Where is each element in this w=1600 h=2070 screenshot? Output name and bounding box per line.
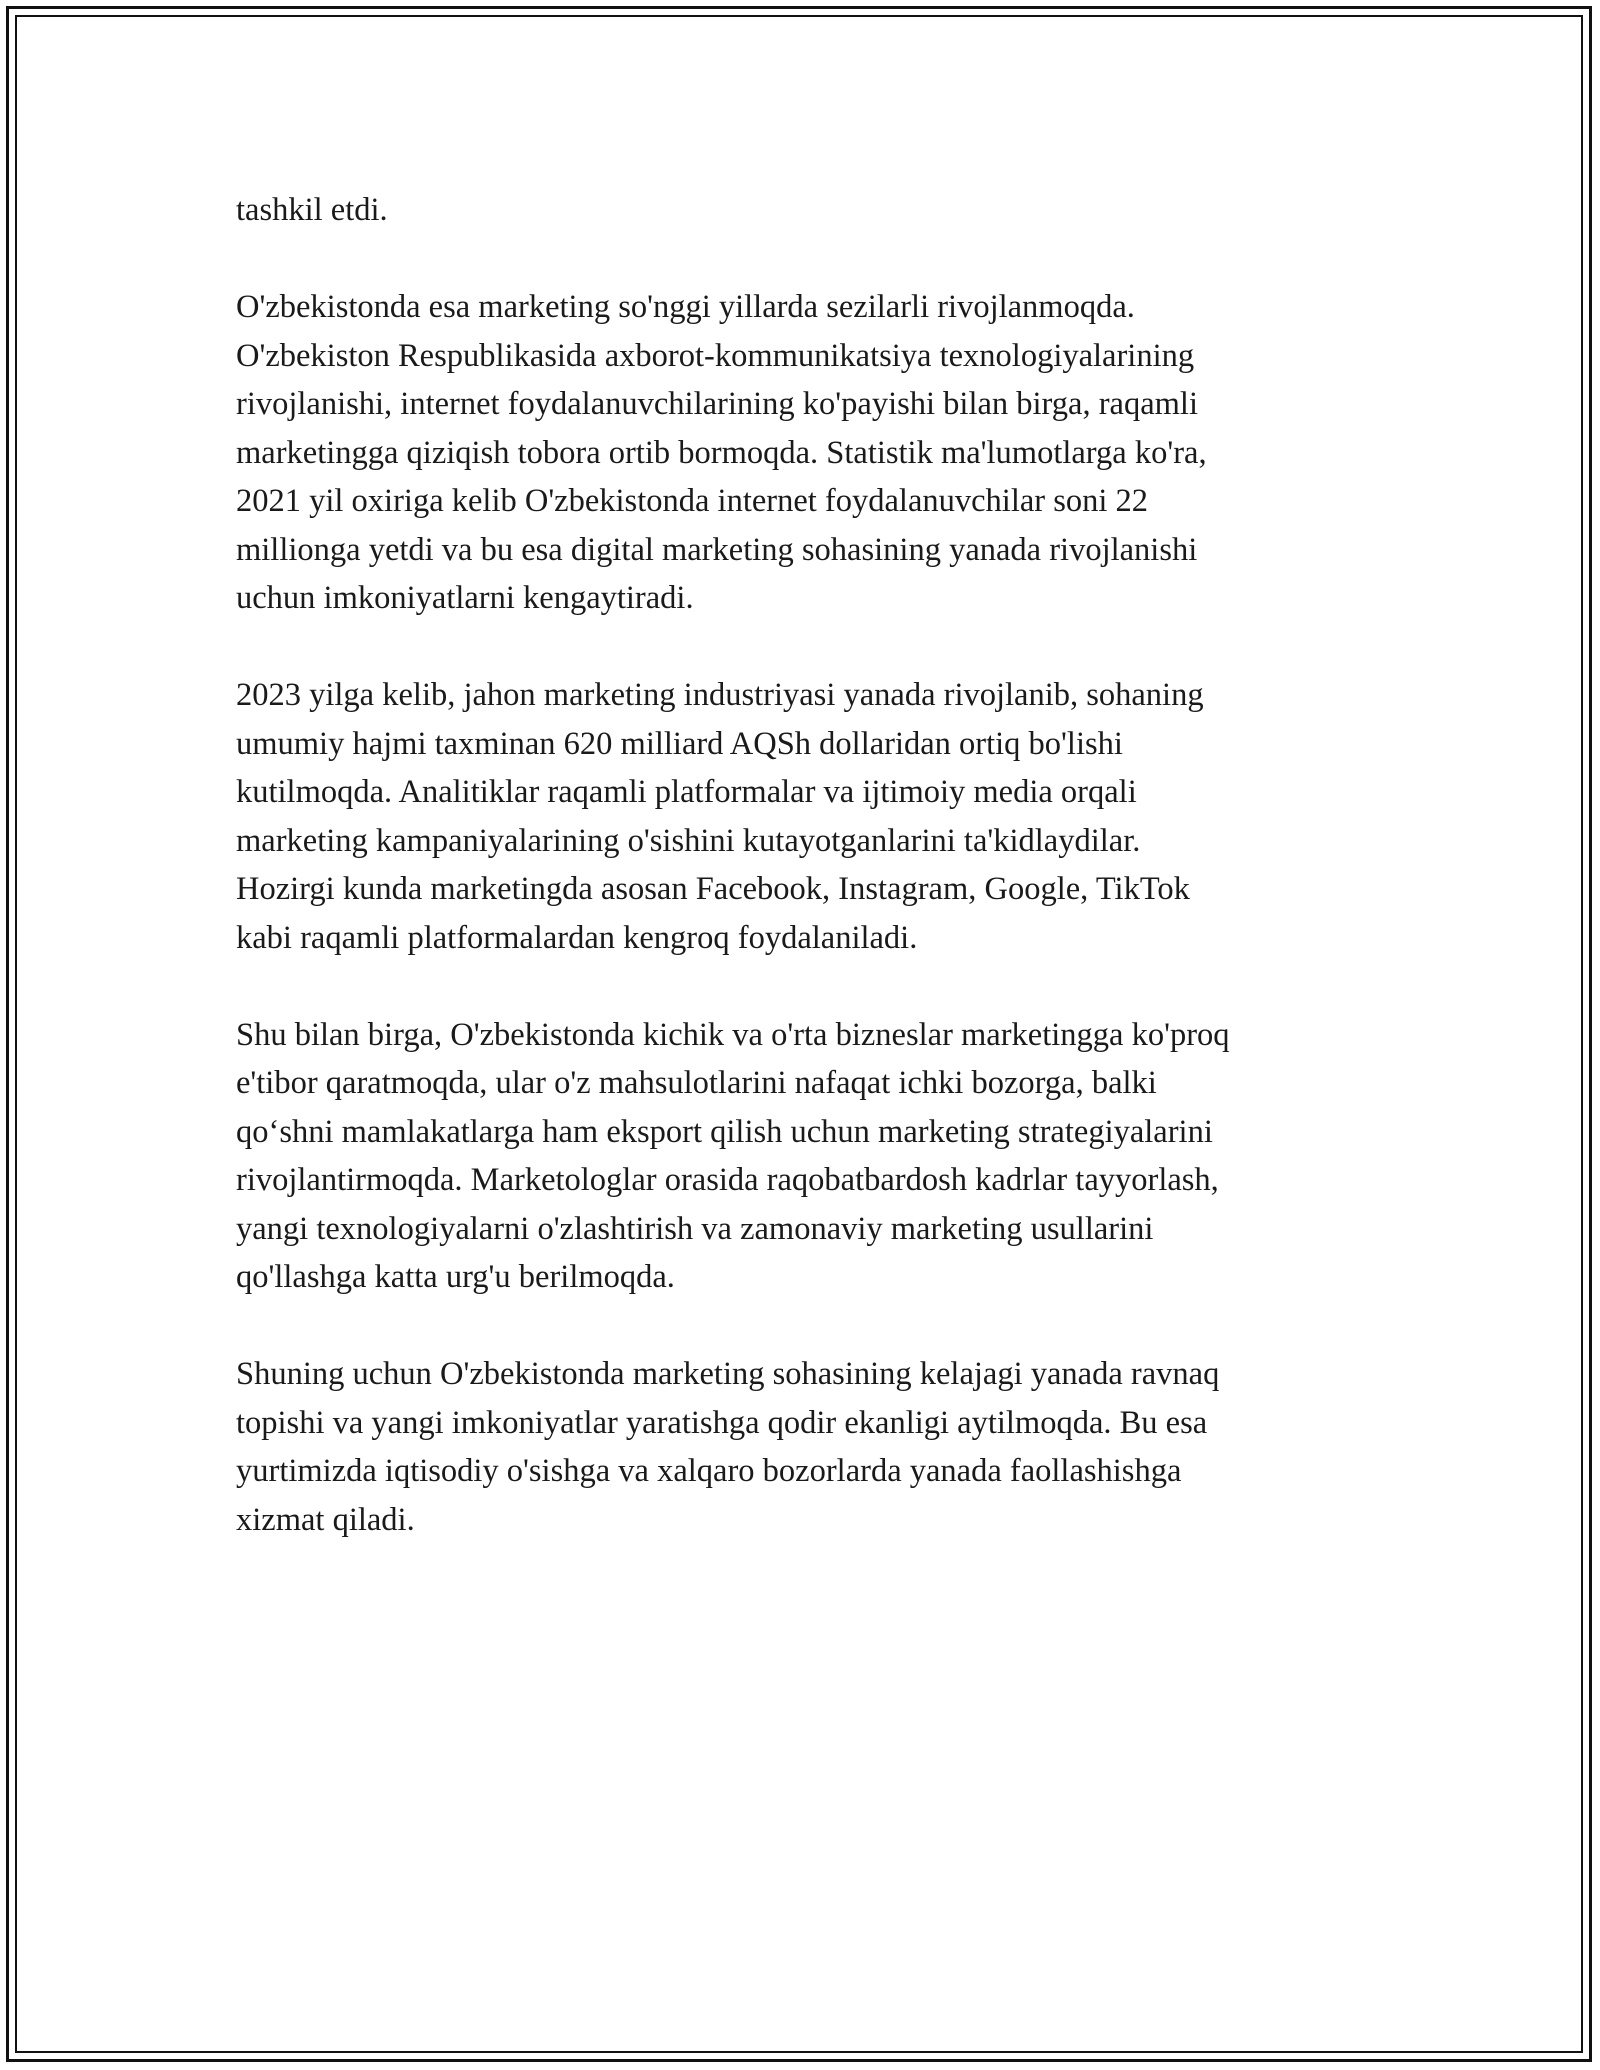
text-line: O'zbekiston Respublikasida axborot-kommunikatsiya texnologiyalarining (236, 337, 1195, 374)
text-line: marketingga qiziqish tobora ortib bormoqda. Statistik ma'lumotlarga ko'ra, (236, 434, 1207, 471)
text-line: uchun imkoniyatlarni kengaytiradi. (236, 580, 694, 616)
text-line: topishi va yangi imkoniyatlar yaratishga qodir ekanligi aytilmoqda. Bu esa (236, 1404, 1208, 1441)
paragraph-1 (236, 186, 1366, 235)
text-line: xizmat qiladi. (236, 1501, 415, 1538)
text-line: e'tibor qaratmoqda, ular o'z mahsulotlarini nafaqat ichki bozorga, balki (236, 1065, 1157, 1101)
text-line: Shuning uchun O'zbekistonda marketing sohasining kelajagi yanada ravnaq (236, 1356, 1220, 1392)
document-body (236, 186, 1366, 1593)
text-line: rivojlantirmoqda. Marketologlar orasida raqobatbardosh kadrlar tayyorlash, (236, 1162, 1219, 1198)
text-line: 2023 yilga kelib, jahon marketing industriyasi yanada rivojlanib, sohaning (236, 677, 1204, 713)
text-line: millionga yetdi va bu esa digital marketing sohasining yanada rivojlanishi (236, 531, 1198, 568)
text-line: 2021 yil oxiriga kelib O'zbekistonda internet foydalanuvchilar soni 22 (236, 483, 1149, 519)
paragraph-3 (236, 671, 1366, 962)
text-line: kabi raqamli platformalardan kengroq foydalaniladi. (236, 919, 918, 956)
text-line: yurtimizda iqtisodiy o'sishga va xalqaro bozorlarda yanada faollashishga (236, 1453, 1182, 1489)
paragraph-2 (236, 283, 1366, 623)
paragraph-5 (236, 1350, 1366, 1544)
text-line: qo‘shni mamlakatlarga ham eksport qilish uchun marketing strategiyalarini (236, 1113, 1213, 1150)
text-line: marketing kampaniyalarining o'sishini kutayotganlarini ta'kidlaydilar. (236, 822, 1141, 859)
paragraph-4 (236, 1011, 1366, 1302)
text-line: rivojlanishi, internet foydalanuvchilarining ko'payishi bilan birga, raqamli (236, 386, 1198, 422)
text-line: Shu bilan birga, O'zbekistonda kichik va o'rta bizneslar marketingga ko'proq (236, 1016, 1230, 1053)
text-line: Hozirgi kunda marketingda asosan Facebook, Instagram, Google, TikTok (236, 871, 1190, 907)
text-line: umumiy hajmi taxminan 620 milliard AQSh dollaridan ortiq bo'lishi (236, 725, 1123, 762)
text-line: yangi texnologiyalarni o'zlashtirish va zamonaviy marketing usullarini (236, 1210, 1154, 1247)
text-line: kutilmoqda. Analitiklar raqamli platformalar va ijtimoiy media orqali (236, 774, 1137, 810)
text-line: qo'llashga katta urg'u berilmoqda. (236, 1259, 675, 1295)
text-line: tashkil etdi. (236, 192, 388, 228)
text-line: O'zbekistonda esa marketing so'nggi yillarda sezilarli rivojlanmoqda. (236, 289, 1135, 325)
